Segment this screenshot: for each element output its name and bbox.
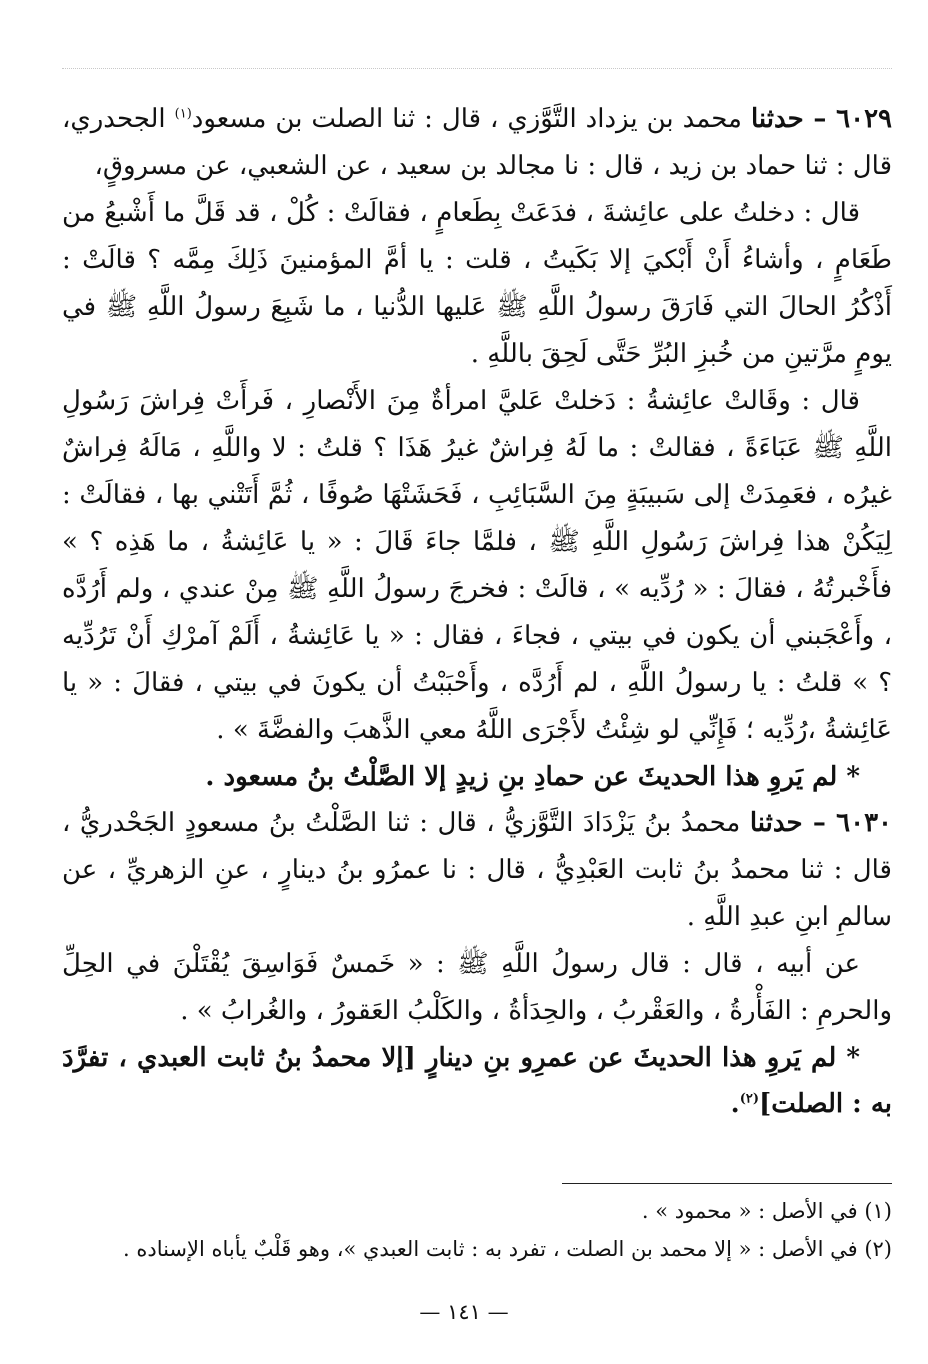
- narration-lead: حدثنا: [749, 808, 803, 838]
- hadith-number: ٦٠٢٩: [836, 104, 893, 134]
- footnotes: [62, 1192, 892, 1268]
- dash: –: [802, 808, 837, 838]
- footnote-ref-2[interactable]: (٢): [739, 1091, 759, 1107]
- page-body: [62, 96, 892, 1127]
- footnote-2: (٢) في الأصل : « إلا محمد بن الصلت ، تفرد به : ثابت العبدي »، وهو قَلْبٌ يأباه الإسناده .: [122, 1237, 892, 1261]
- page-number: — ١٤١ —: [419, 1300, 509, 1324]
- footnote-ref-1[interactable]: (١): [174, 106, 192, 122]
- hadith-6030-matn: عن أبيه ، قال : قال رسولُ اللَّهِ ﷺ : « خَمسٌ فَوَاسِقَ يُقْتَلْنَ في الحِلِّ والحرمِ : الفَأْرةُ ، والعَقْربُ ، والحِدَأةُ ، والكَلْبُ العَقورُ ، والغُرابُ » .: [62, 949, 892, 1026]
- note-end: .: [730, 1089, 740, 1119]
- hadith-number: ٦٠٣٠: [836, 808, 892, 838]
- hadith-6029-opening: [62, 96, 892, 190]
- isnad-text-continued: الجحدري، قال : ثنا حماد بن زيد ، قال : نا مجالد بن سعيد ، عن الشعبي، عن مسروقٍ،: [62, 104, 892, 181]
- hadith-6029-note: * لم يَروِ هذا الحديثَ عن حمادِ بنِ زيدٍ إلا الصَّلْتُ بنُ مسعود .: [205, 762, 860, 792]
- isnad-text: محمدُ بنُ يَزْدَادَ التَّوَّزيُّ ، قال : ثنا الصَّلْتُ بنُ مسعودٍ الجَحْدريُّ ، قال : ثنا محمدُ بنُ ثابت العَبْدِيُّ ، قال : نا عمرُو بنُ دينارٍ ، عنِ الزهريِّ ، عن سالمِ ابنِ عبدِ اللَّهِ .: [62, 808, 892, 932]
- hadith-6030-note: [62, 1035, 892, 1127]
- header-rule: [62, 68, 892, 69]
- hadith-6030-opening: [62, 800, 892, 941]
- footnote-separator: [562, 1183, 892, 1184]
- isnad-text: محمد بن يزداد التَّوَّزي ، قال : ثنا الصلت بن مسعود: [191, 104, 742, 134]
- hadith-6029-matn-1: قال : دخلتُ على عائِشةَ ، فدَعَتْ بِطَعامٍ ، فقالَتْ : كُلْ ، قد قَلَّ ما أَشْبعُ من طَعَامٍ ، وأشاءُ أَنْ أَبْكيَ إلا بَكَيتُ ، قلت : يا أمَّ المؤمنينَ ذَلِكَ مِمَّه ؟ قالَتْ : أَذْكُرُ الحالَ التي فَارَقَ رسولُ اللَّهِ ﷺ عَليها الدُّنيا ، ما شَبِعَ رسولُ اللَّهِ ﷺ في يومٍ مرَّتينِ من خُبزِ البُرِّ حَتَّى لَحِقَ باللَّهِ .: [62, 198, 892, 369]
- note-text: * لم يَروِ هذا الحديثَ عن عمرِو بنِ دينارٍ [إلا محمدُ بنُ ثابت العبدي ، تفرَّدَ به : الصلت]: [62, 1043, 892, 1119]
- footnote-1: (١) في الأصل : « محمود » .: [641, 1199, 892, 1223]
- hadith-6029-matn-2: قال : وقَالتْ عائِشةُ : دَخلتْ عَليَّ امرأةٌ مِنَ الأَنْصارِ ، فَرأَتْ فِراشَ رَسُولِ اللَّهِ ﷺ عَبَاءَةً ، فقالتْ : ما لَهُ فِراشٌ غيرُ هَذَا ؟ قلتُ : لا واللَّهِ ، مَالَهُ فِراشٌ غيرُه ، فعَمِدَتْ إلى سَبيبَةٍ مِنَ السَّبَائِبِ ، فَحَشَتْهَا صُوفًا ، ثُمَّ أَتَتْني بها ، فقالَتْ : لِيَكُنْ هذا فِراشَ رَسُولِ اللَّهِ ﷺ ، فلمَّا جاءَ قَالَ : « يا عَائِشةُ ، ما هَذِه ؟ » فأَخْبرتُهُ ، فقالَ : « رُدِّيه » ، قالَتْ : فخرجَ رسولُ اللَّهِ ﷺ مِنْ عندي ، ولم أَرُدَّه ، وأَعْجَبني أن يكون في بيتي ، فجاءَ ، فقال : « يا عَائِشةُ ، أَلَمْ آمرْكِ أَنْ تَرُدِّيه ؟ » قلتُ : يا رسولُ اللَّهِ ، لم أَرُدَّه ، وأَحْبَبْتُ أن يكونَ في بيتي ، فقالَ : « يا عَائِشةُ ،رُدِّيه ؛ فَإِنِّي لو شِئْتُ لأَجْرَى اللَّهُ معي الذَّهبَ والفضَّةَ » .: [62, 386, 892, 745]
- dash: –: [803, 104, 837, 134]
- narration-lead: حدثنا: [750, 104, 804, 134]
